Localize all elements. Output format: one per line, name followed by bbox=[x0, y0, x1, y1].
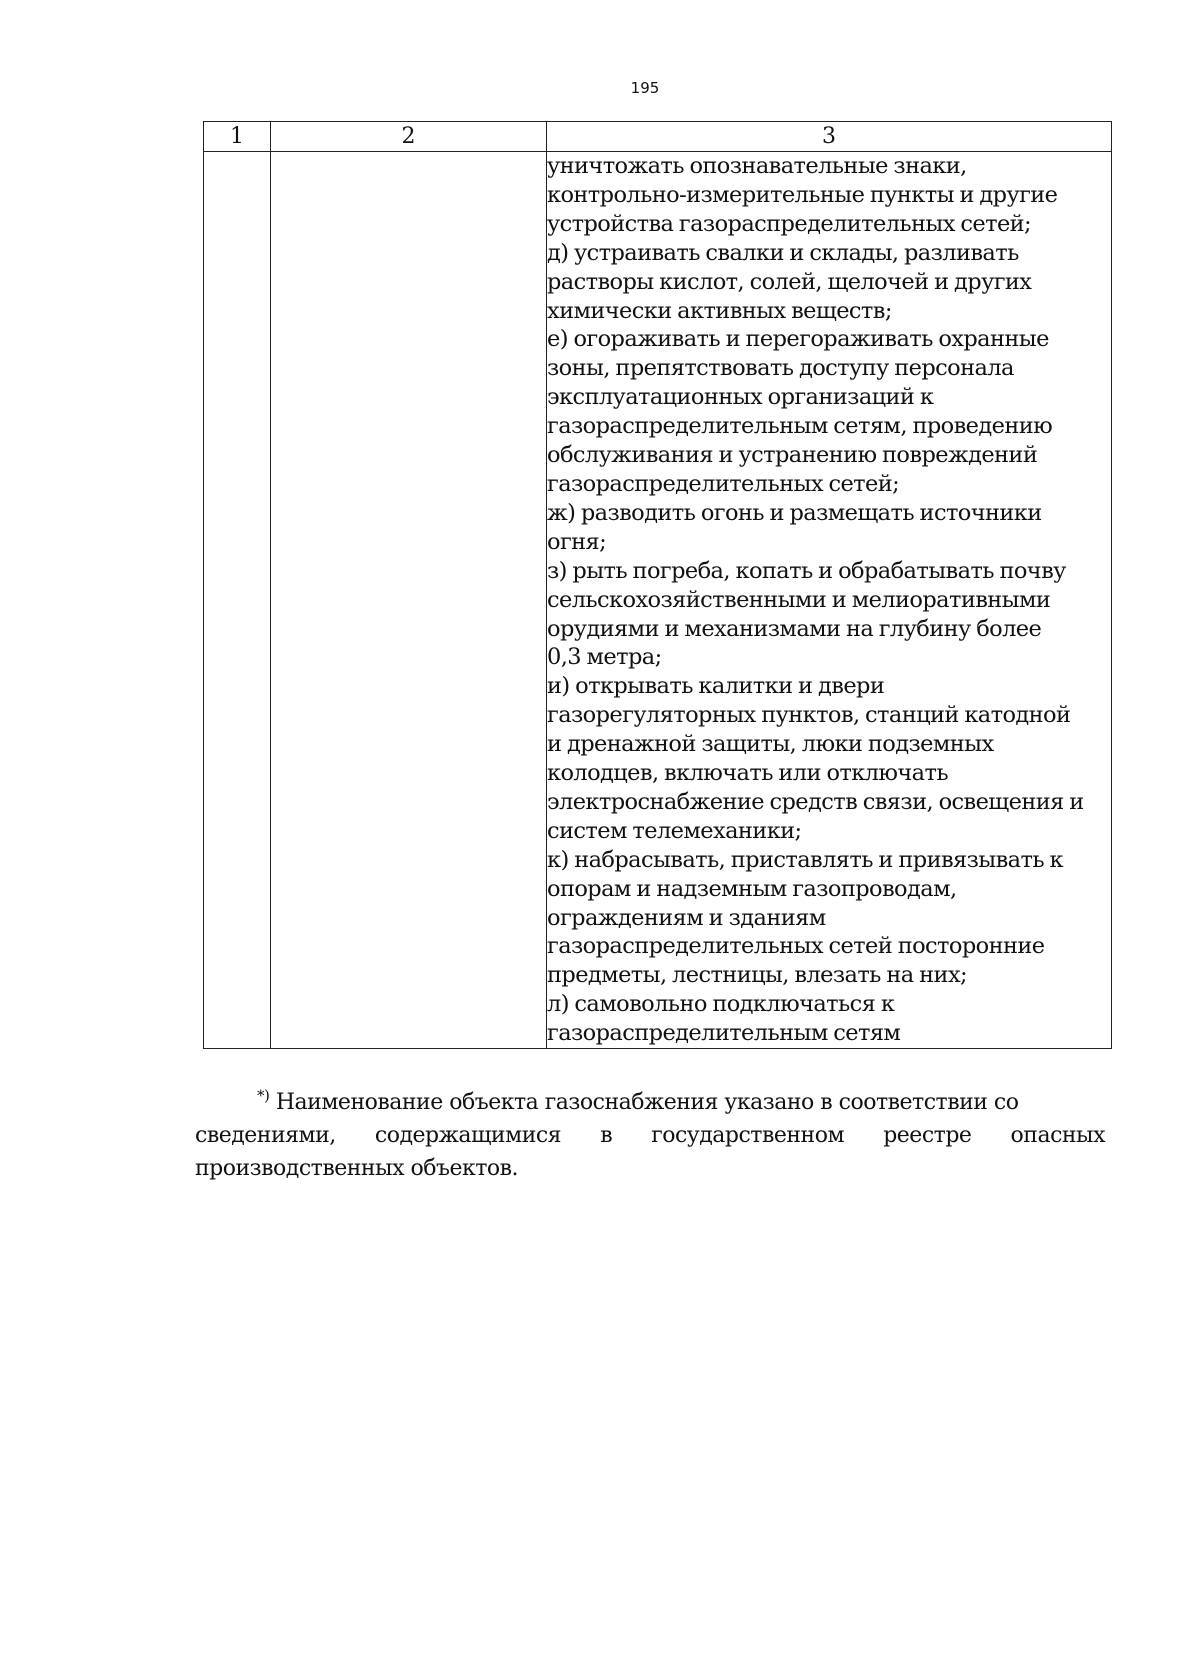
footnote-word: государственном bbox=[651, 1123, 845, 1148]
footnote-word: в bbox=[600, 1123, 613, 1148]
footnote-text: Наименование объекта газоснабжения указано в соответствии со bbox=[275, 1090, 1019, 1115]
cell-text-line: растворы кислот, солей, щелочей и других bbox=[547, 268, 1032, 295]
cell-text-line: обслуживания и устранению повреждений bbox=[547, 442, 1038, 469]
cell-text-line: уничтожать опознавательные знаки, bbox=[547, 153, 967, 179]
cell-text-line: огня; bbox=[547, 528, 607, 555]
cell-text-line: з) рыть погреба, копать и обрабатывать почву bbox=[547, 557, 1066, 584]
cell-text-line: ж) разводить огонь и размещать источники bbox=[547, 499, 1042, 526]
footnote-line-2 bbox=[195, 1119, 1105, 1152]
footnote-marker: *) bbox=[257, 1086, 270, 1105]
cell-text-line: контрольно-измерительные пункты и другие bbox=[547, 181, 1058, 208]
page-number: 195 bbox=[630, 79, 660, 97]
cell-text-line: газорегуляторных пунктов, станций катодной bbox=[547, 702, 1071, 729]
cell-text-line: ограждениям и зданиям bbox=[547, 904, 826, 931]
footnote-word: опасных bbox=[1010, 1123, 1105, 1148]
document-table bbox=[203, 121, 1112, 1049]
footnote-line-3: производственных объектов. bbox=[195, 1156, 519, 1181]
cell-text-line: систем телемеханики; bbox=[547, 817, 802, 844]
column-header-3: 3 bbox=[547, 122, 1112, 152]
footnote-word: сведениями, bbox=[195, 1123, 336, 1148]
column-header-2: 2 bbox=[271, 122, 547, 152]
cell-text-line: зоны, препятствовать доступу персонала bbox=[547, 355, 1014, 382]
cell-text-line: химически активных веществ; bbox=[547, 297, 892, 324]
cell-text-line: 0,3 метра; bbox=[547, 644, 662, 671]
cell-text-line: сельскохозяйственными и мелиоративными bbox=[547, 586, 1051, 613]
column-1-cell bbox=[204, 152, 271, 1049]
cell-text-line: газораспределительным сетям bbox=[547, 1020, 901, 1047]
cell-text-line: и) открывать калитки и двери bbox=[547, 673, 885, 700]
cell-text-line: и дренажной защиты, люки подземных bbox=[547, 731, 994, 758]
table-header-row bbox=[204, 122, 1112, 152]
cell-text-line: устройства газораспределительных сетей; bbox=[547, 210, 1032, 237]
footnote-word: содержащимися bbox=[374, 1123, 562, 1148]
footnote bbox=[195, 1086, 1105, 1185]
column-header-1: 1 bbox=[204, 122, 271, 152]
table-row bbox=[204, 152, 1112, 1049]
cell-text-line: л) самовольно подключаться к bbox=[547, 991, 895, 1018]
cell-text-line: орудиями и механизмами на глубину более bbox=[547, 615, 1042, 642]
cell-text-line: д) устраивать свалки и склады, разливать bbox=[547, 239, 1019, 266]
footnote-word: реестре bbox=[883, 1123, 972, 1148]
column-2-cell bbox=[271, 152, 547, 1049]
footnote-line-1 bbox=[195, 1086, 1105, 1119]
cell-text-line: газораспределительных сетей посторонние bbox=[547, 933, 1045, 960]
cell-text-line: опорам и надземным газопроводам, bbox=[547, 875, 957, 902]
cell-text-line: к) набрасывать, приставлять и привязывать к bbox=[547, 846, 1064, 873]
cell-text-line: газораспределительных сетей; bbox=[547, 470, 900, 497]
cell-text-line: газораспределительным сетям, проведению bbox=[547, 413, 1053, 440]
cell-text-line: колодцев, включать или отключать bbox=[547, 760, 948, 787]
cell-text-line: электроснабжение средств связи, освещения и bbox=[547, 788, 1084, 815]
cell-text-line: эксплуатационных организаций к bbox=[547, 384, 934, 411]
cell-text-line: е) огораживать и перегораживать охранные bbox=[547, 326, 1049, 353]
cell-text-line: предметы, лестницы, влезать на них; bbox=[547, 962, 968, 989]
column-3-cell bbox=[547, 152, 1112, 1049]
